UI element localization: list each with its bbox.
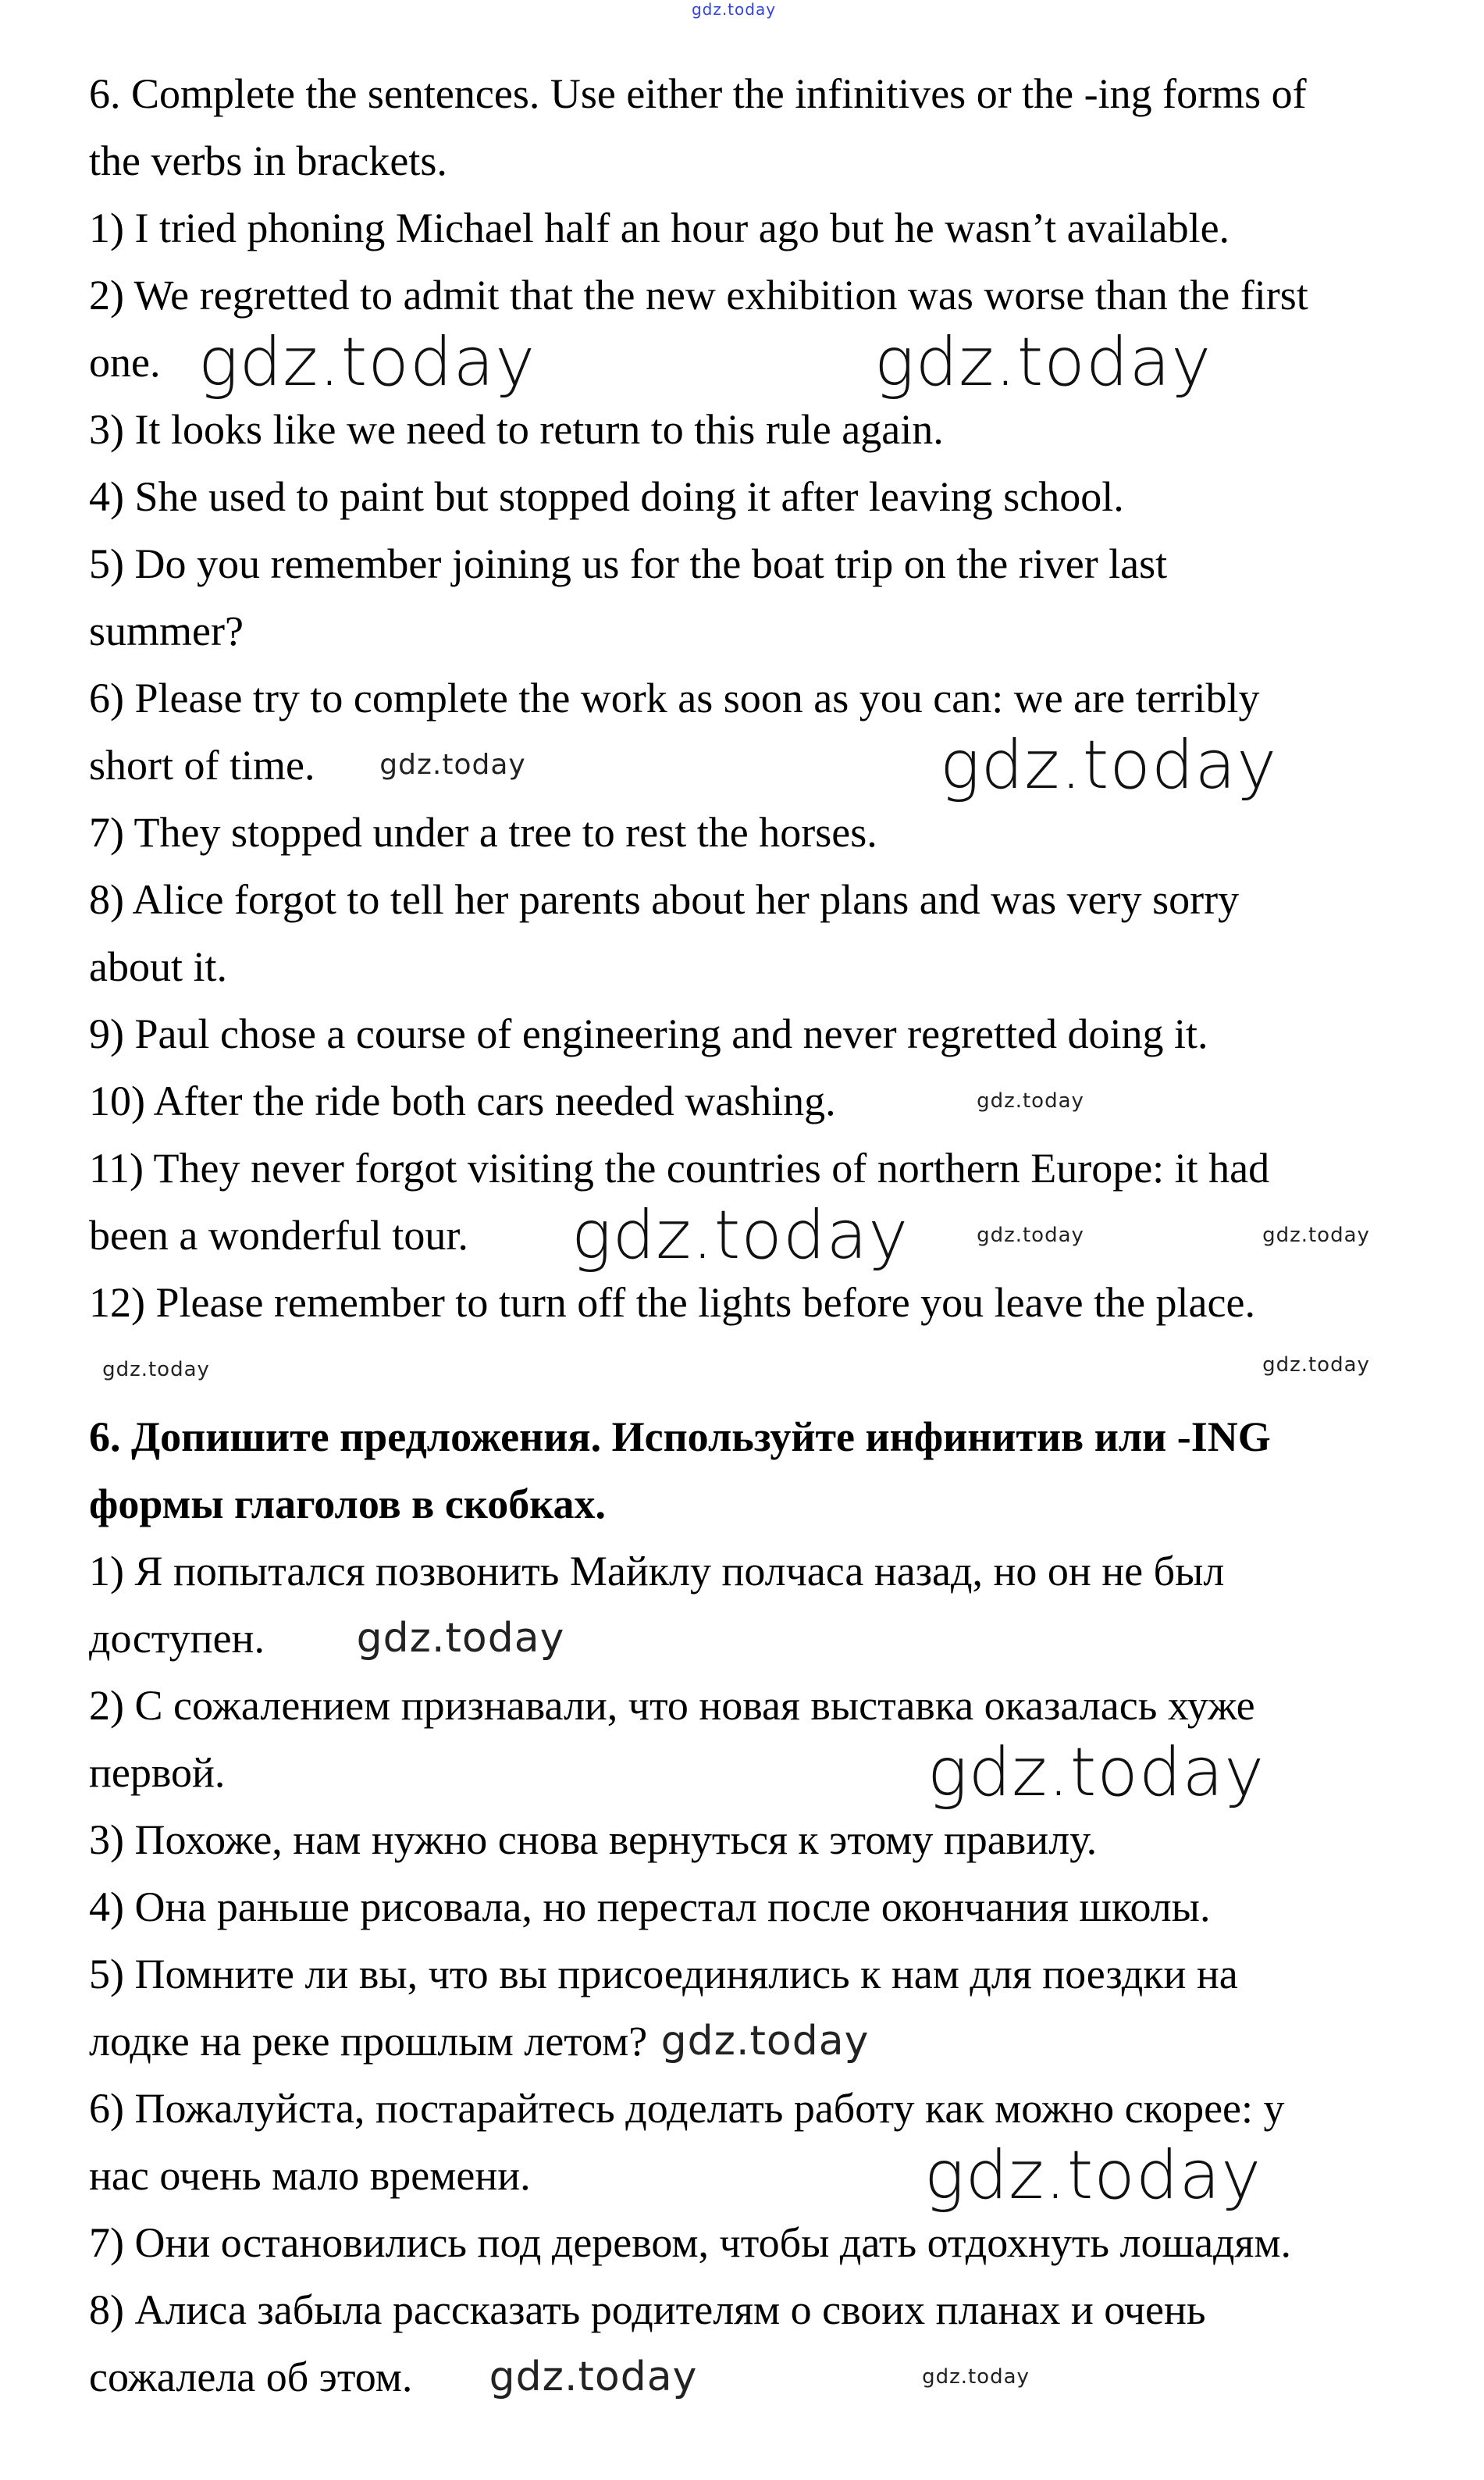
text-line: short of time. <box>89 742 315 789</box>
watermark: gdz.today <box>571 1196 909 1274</box>
text-line: 1) I tried phoning Michael half an hour ago but he wasn’t available. <box>89 205 1230 251</box>
text-line: 12) Please remember to turn off the lights before you leave the place. <box>89 1279 1255 1326</box>
text-line: one. <box>89 339 161 386</box>
text-line: about it. <box>89 943 227 990</box>
text-line: 6) Please try to complete the work as soon as you can: we are terribly <box>89 675 1260 722</box>
watermark: gdz.today <box>977 1089 1084 1113</box>
text-line: первой. <box>89 1749 226 1796</box>
exercise-heading-line: 6. Допишите предложения. Используйте инфинитив или -ING <box>89 1413 1271 1460</box>
exercise-heading-line: формы глаголов в скобках. <box>89 1481 607 1527</box>
text-line: 4) Она раньше рисовала, но перестал после окончания школы. <box>89 1883 1211 1930</box>
watermark: gdz.today <box>379 749 526 781</box>
text-line: 3) It looks like we need to return to this rule again. <box>89 406 944 453</box>
watermark: gdz.today <box>1262 1353 1370 1377</box>
text-line: 6) Пожалуйста, постарайтесь доделать работу как можно скорее: у <box>89 2085 1285 2132</box>
text-line: 1) Я попытался позвонить Майклу полчаса назад, но он не был <box>89 1548 1225 1595</box>
watermark: gdz.today <box>1262 1224 1370 1247</box>
watermark: gdz.today <box>198 323 536 401</box>
watermark: gdz.today <box>356 1615 565 1662</box>
text-line: 7) Они остановились под деревом, чтобы дать отдохнуть лошадям. <box>89 2219 1292 2266</box>
text-line: 4) She used to paint but stopped doing it after leaving school. <box>89 473 1124 520</box>
text-line: нас очень мало времени. <box>89 2152 531 2199</box>
text-line: сожалела об этом. <box>89 2354 413 2400</box>
text-line: 5) Do you remember joining us for the boat trip on the river last <box>89 540 1168 587</box>
text-line: been a wonderful tour. <box>89 1212 468 1259</box>
text-line: 8) Алиса забыла рассказать родителям о своих планах и очень <box>89 2286 1206 2333</box>
watermark: gdz.today <box>977 1224 1084 1247</box>
text-line: 7) They stopped under a tree to rest the horses. <box>89 809 877 856</box>
watermark: gdz.today <box>922 2365 1030 2389</box>
watermark: gdz.today <box>923 2136 1262 2215</box>
watermark: gdz.today <box>927 1734 1265 1812</box>
text-line: 3) Похоже, нам нужно снова вернуться к этому правилу. <box>89 1816 1098 1863</box>
text-line: 9) Paul chose a course of engineering and never regretted doing it. <box>89 1010 1208 1057</box>
text-line: 10) After the ride both cars needed washing. <box>89 1078 836 1124</box>
watermark: gdz.today <box>660 2018 870 2065</box>
watermark: gdz.today <box>102 1358 210 1381</box>
text-line: 2) We regretted to admit that the new exhibition was worse than the first <box>89 272 1308 319</box>
text-line: доступен. <box>89 1615 265 1662</box>
text-line: 2) С сожалением признавали, что новая выставка оказалась хуже <box>89 1682 1255 1729</box>
watermark: gdz.today <box>939 726 1278 804</box>
watermark: gdz.today <box>489 2354 698 2400</box>
watermark: gdz.today <box>691 0 777 19</box>
text-line: the verbs in brackets. <box>89 137 447 184</box>
watermark: gdz.today <box>874 323 1212 401</box>
text-line: 5) Помните ли вы, что вы присоединялись к нам для поездки на <box>89 1951 1238 1997</box>
text-line: 6. Complete the sentences. Use either the infinitives or the -ing forms of <box>89 70 1307 117</box>
text-line: summer? <box>89 608 244 654</box>
text-line: 8) Alice forgot to tell her parents about her plans and was very sorry <box>89 876 1240 923</box>
text-line: лодке на реке прошлым летом? <box>89 2018 648 2065</box>
text-line: 11) They never forgot visiting the countries of northern Europe: it had <box>89 1145 1270 1192</box>
